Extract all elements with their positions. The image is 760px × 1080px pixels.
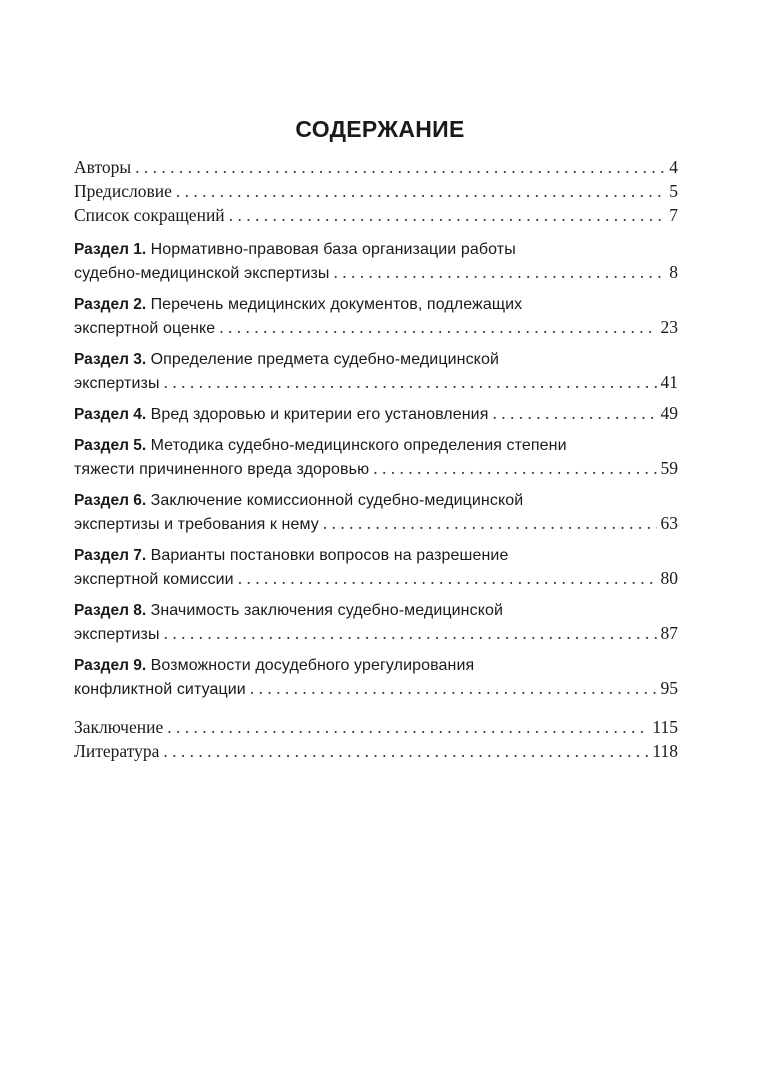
leader-dots — [334, 260, 666, 284]
leader-dots — [164, 621, 657, 645]
section-title-cont: тяжести причиненного вреда здоровью — [74, 461, 370, 478]
toc-entry-text: Предисловие — [74, 181, 172, 201]
table-of-contents — [74, 155, 678, 763]
toc-section-7[interactable] — [74, 542, 678, 590]
toc-page-number: 5 — [669, 181, 678, 201]
section-title-cont: экспертной оценке — [74, 320, 216, 337]
section-title: Значимость заключения судебно-медицинской — [150, 602, 504, 619]
toc-page-number: 41 — [660, 372, 678, 392]
toc-entry-authors[interactable] — [74, 155, 678, 179]
section-label: Раздел 2. — [74, 296, 147, 313]
toc-section-2[interactable] — [74, 291, 678, 339]
toc-page-number: 87 — [660, 623, 678, 643]
section-label: Раздел 8. — [74, 602, 147, 619]
section-title-cont: судебно-медицинской экспертизы — [74, 265, 330, 282]
section-label: Раздел 1. — [74, 241, 147, 258]
toc-page-number: 63 — [660, 513, 678, 533]
section-label: Раздел 6. — [74, 492, 147, 509]
section-label: Раздел 7. — [74, 547, 147, 564]
toc-section-9[interactable] — [74, 652, 678, 700]
leader-dots — [176, 179, 665, 203]
leader-dots — [492, 401, 656, 425]
toc-page-number: 8 — [669, 262, 678, 282]
toc-page-number: 115 — [652, 717, 678, 737]
page-title: СОДЕРЖАНИЕ — [295, 116, 465, 142]
toc-entry-text: Авторы — [74, 157, 132, 177]
leader-dots — [323, 511, 657, 535]
toc-entry-preface[interactable] — [74, 179, 678, 203]
section-title: Перечень медицинских документов, подлежащих — [150, 296, 523, 313]
toc-page-number: 23 — [660, 317, 678, 337]
section-label: Раздел 3. — [74, 351, 147, 368]
leader-dots — [373, 456, 656, 480]
toc-section-8[interactable] — [74, 597, 678, 645]
leader-dots — [164, 370, 657, 394]
toc-section-5[interactable] — [74, 432, 678, 480]
leader-dots — [167, 715, 648, 739]
section-title: Вред здоровью и критерии его установления — [150, 406, 489, 423]
toc-page-number: 118 — [652, 741, 678, 761]
section-title-cont: экспертизы — [74, 626, 160, 643]
toc-page-number: 59 — [660, 458, 678, 478]
toc-entry-text: Заключение — [74, 717, 164, 737]
section-title: Заключение комиссионной судебно-медицинской — [150, 492, 524, 509]
section-title: Определение предмета судебно-медицинской — [150, 351, 499, 368]
section-label: Раздел 5. — [74, 437, 147, 454]
toc-page-number: 4 — [669, 157, 678, 177]
toc-page-number: 7 — [669, 205, 678, 225]
leader-dots — [238, 566, 657, 590]
leader-dots — [229, 203, 666, 227]
section-title-cont: экспертизы и требования к нему — [74, 516, 319, 533]
section-title: Варианты постановки вопросов на разрешение — [150, 547, 509, 564]
toc-entry-text: Список сокращений — [74, 205, 225, 225]
section-title: Нормативно-правовая база организации работы — [150, 241, 516, 258]
toc-page-number: 49 — [660, 403, 678, 423]
toc-entry-conclusion[interactable] — [74, 715, 678, 739]
section-label: Раздел 9. — [74, 657, 147, 674]
toc-entry-abbreviations[interactable] — [74, 203, 678, 227]
leader-dots — [135, 155, 665, 179]
toc-page-number: 80 — [660, 568, 678, 588]
leader-dots — [163, 739, 648, 763]
toc-section-4[interactable] — [74, 401, 678, 425]
toc-entry-text: Литература — [74, 741, 160, 761]
toc-section-3[interactable] — [74, 346, 678, 394]
toc-page-number: 95 — [660, 678, 678, 698]
toc-entry-literature[interactable] — [74, 739, 678, 763]
section-label: Раздел 4. — [74, 406, 147, 423]
section-title-cont: экспертной комиссии — [74, 571, 234, 588]
section-title-cont: конфликтной ситуации — [74, 681, 246, 698]
section-title: Методика судебно-медицинского определения степени — [150, 437, 567, 454]
section-title: Возможности досудебного урегулирования — [150, 657, 475, 674]
leader-dots — [250, 676, 657, 700]
section-title-cont: экспертизы — [74, 375, 160, 392]
toc-section-1[interactable] — [74, 236, 678, 284]
toc-section-6[interactable] — [74, 487, 678, 535]
leader-dots — [219, 315, 656, 339]
